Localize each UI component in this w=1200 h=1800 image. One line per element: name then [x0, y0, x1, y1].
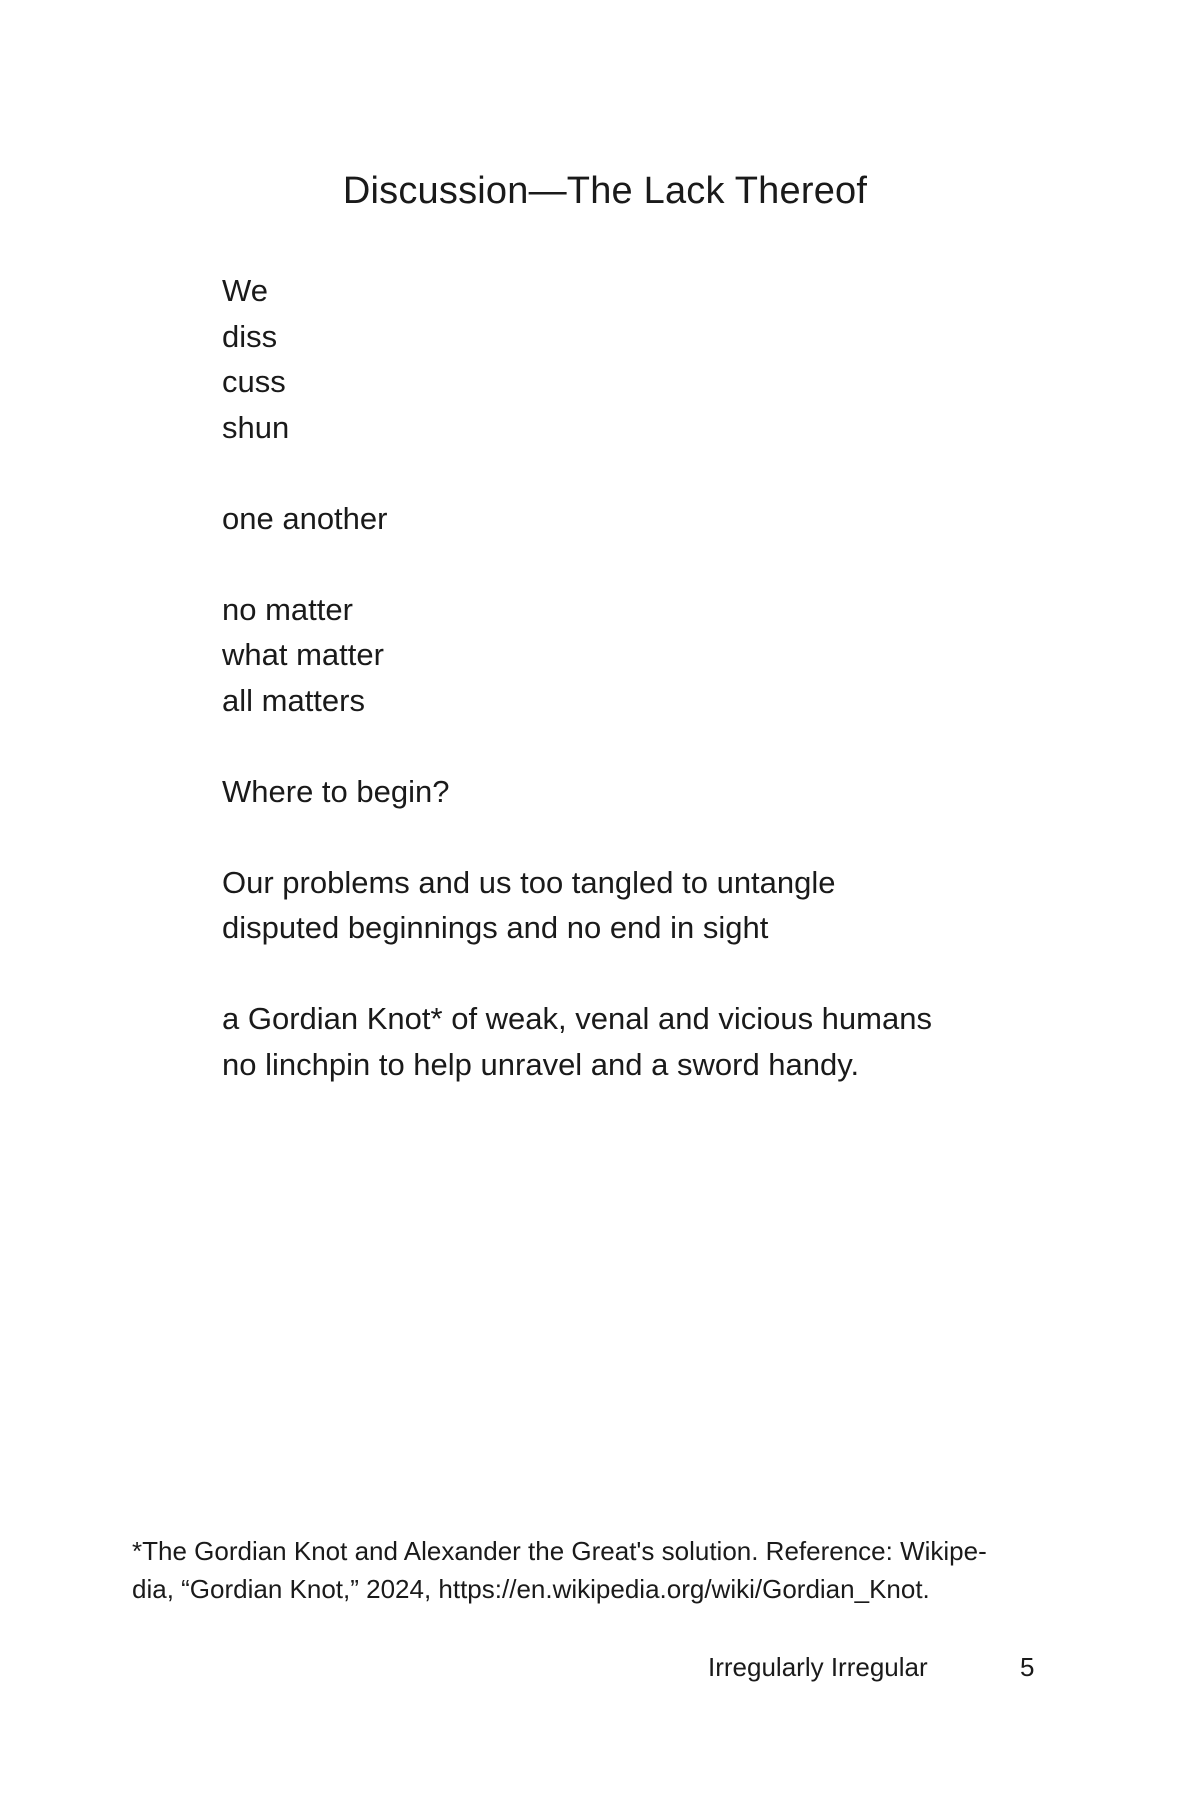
- poem-line: diss: [222, 318, 278, 354]
- poem-line: what matter: [222, 637, 384, 672]
- stanza-4: [222, 769, 1102, 815]
- stanza-2: [222, 496, 1102, 542]
- stanza-3: [222, 587, 1102, 724]
- poem-line: Our problems and us too tangled to untangle: [222, 864, 836, 900]
- footnote-line: *The Gordian Knot and Alexander the Great's solution. Reference: Wikipe-: [132, 1536, 987, 1566]
- poem-line: cuss: [222, 364, 286, 399]
- poem-body: [222, 268, 1102, 1133]
- stanza-5: [222, 860, 1102, 951]
- poem-line: We: [222, 273, 268, 308]
- footnote: [132, 1532, 1072, 1608]
- poem-line: no matter: [222, 591, 353, 627]
- footnote-line: dia, “Gordian Knot,” 2024, https://en.wikipedia.org/wiki/Gordian_Knot.: [132, 1574, 930, 1604]
- poem-line: a Gordian Knot* of weak, venal and vicious humans: [222, 1001, 932, 1036]
- poem-line: disputed beginnings and no end in sight: [222, 910, 769, 945]
- poem-line: no linchpin to help unravel and a sword handy.: [222, 1046, 860, 1082]
- poem-line: one another: [222, 500, 388, 536]
- poem-line: shun: [222, 409, 290, 445]
- poem-line: all matters: [222, 682, 365, 718]
- poem-line: Where to begin?: [222, 773, 450, 809]
- stanza-1: [222, 268, 1102, 450]
- stanza-6: [222, 996, 1102, 1087]
- page-number: 5: [1020, 1652, 1035, 1682]
- page-title: Discussion—The Lack Thereof: [342, 170, 868, 212]
- running-title: Irregularly Irregular: [708, 1652, 928, 1682]
